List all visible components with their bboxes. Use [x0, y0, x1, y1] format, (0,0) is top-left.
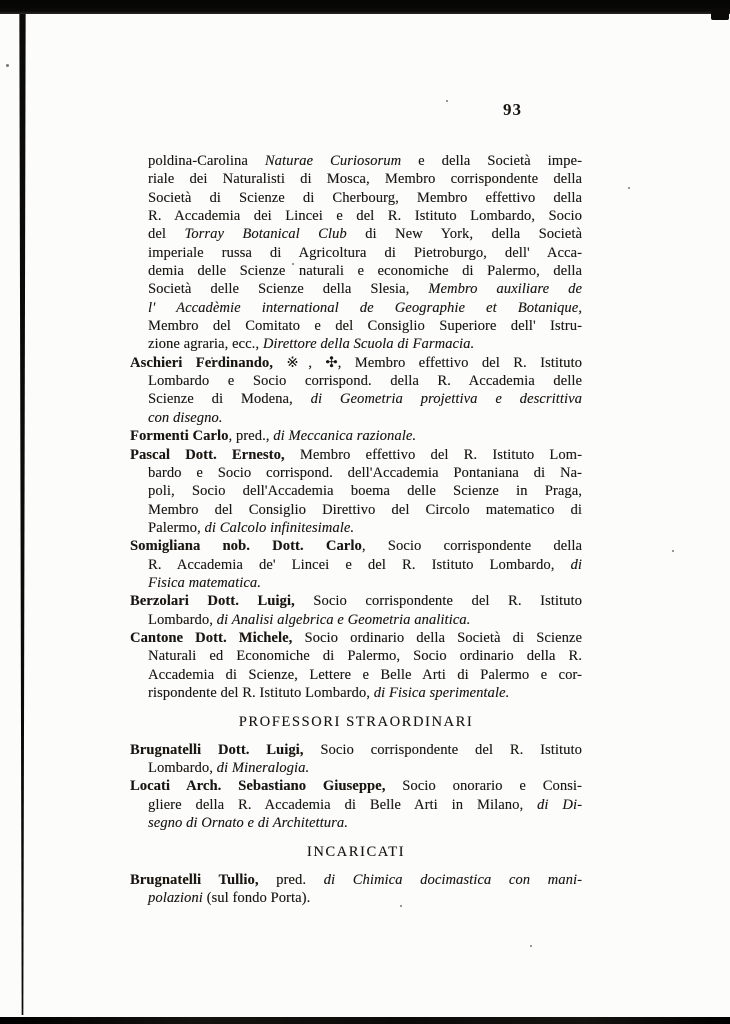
- text-run: l' Accadèmie international de Geographie et Botanique,: [148, 299, 582, 316]
- text-run: Aschieri Ferdinando,: [130, 354, 273, 371]
- text-run: polazioni: [148, 890, 203, 907]
- text-run: Naturali ed Economiche di Palermo, Socio ordinario della R.: [148, 648, 582, 665]
- text-line: [130, 519, 582, 537]
- entry-somigliana-carlo: [130, 537, 582, 592]
- text-run: Cantone Dott. Michele,: [130, 629, 293, 646]
- text-line: [130, 244, 582, 262]
- text-run: Socio corrispondente del R. Istituto: [294, 593, 582, 610]
- text-line: [130, 647, 582, 665]
- heading-professori-straordinari: PROFESSORI STRAORDINARI: [238, 714, 474, 731]
- text-run: Pascal Dott. Ernesto,: [130, 446, 285, 463]
- text-run: di Chimica docimastica con mani-: [323, 871, 583, 888]
- text-line: [130, 796, 582, 814]
- text-line: [130, 335, 582, 353]
- scan-edge-top: [0, 0, 730, 14]
- text-line: [130, 629, 582, 647]
- text-run: Socio onorario e Consi-: [385, 778, 582, 795]
- text-run: poli, Socio dell'Accademia boema delle Scienze in Praga,: [148, 483, 582, 500]
- entry-locati-sebastiano-giuseppe: [130, 777, 582, 832]
- text-run: Brugnatelli Tullio,: [130, 871, 259, 888]
- text-run: di Geometria projettiva e descrittiva: [310, 391, 582, 408]
- text-run: Lombardo,: [148, 611, 217, 628]
- text-run: gliere della R. Accademia di Belle Arti in Milano,: [148, 796, 538, 813]
- text-run: Lombardo e Socio corrispond. della R. Accademia delle: [148, 373, 582, 390]
- text-run: R. Accademia de' Lincei e del R. Istituto Lombardo,: [148, 556, 571, 573]
- text-run: Fisica matematica.: [148, 574, 261, 591]
- scan-speck: [6, 64, 9, 67]
- entry-continuation-previous-page: [130, 152, 582, 354]
- entry-brugnatelli-luigi: [130, 741, 582, 778]
- text-run: rispondente del R. Istituto Lombardo,: [148, 684, 374, 701]
- text-line: [130, 225, 582, 243]
- scan-speck: [446, 100, 448, 102]
- text-line: [130, 871, 582, 889]
- text-line: [130, 684, 582, 702]
- text-run: riale dei Naturalisti di Mosca, Membro corrispondente della: [148, 171, 582, 188]
- text-run: di Analisi algebrica e Geometria analitica.: [216, 611, 471, 628]
- text-run: Membro del Comitato e del Consiglio Superiore dell' Istru-: [148, 318, 582, 335]
- scan-corner-blob: [711, 9, 729, 20]
- text-run: Società di Scienze di Cherbourg, Membro effettivo della: [148, 189, 582, 206]
- text-line: [130, 409, 582, 427]
- text-run: , pred.,: [228, 428, 274, 445]
- text-run: Berzolari Dott. Luigi,: [130, 593, 295, 610]
- text-line: [130, 574, 582, 592]
- text-run: di Calcolo infinitesimale.: [204, 519, 355, 536]
- text-line: [130, 280, 582, 298]
- text-run: Socio ordinario della Società di Scienze: [292, 629, 582, 646]
- text-run: e della Società impe-: [401, 153, 582, 169]
- heading-incaricati: INCARICATI: [306, 844, 406, 861]
- text-line: [130, 501, 582, 519]
- scan-speck: [530, 945, 532, 947]
- text-run: Locati Arch. Sebastiano Giuseppe,: [130, 778, 386, 795]
- text-line: [130, 152, 582, 170]
- text-run: ※, ✣, Membro effettivo del R. Istituto: [272, 354, 582, 371]
- text-line: [130, 317, 582, 335]
- text-run: (sul fondo Porta).: [202, 890, 311, 907]
- text-run: Lombardo,: [148, 760, 217, 776]
- text-line: [130, 537, 582, 555]
- text-run: con disegno.: [148, 409, 223, 426]
- text-line: [130, 207, 582, 225]
- text-run: Membro del Consiglio Direttivo del Circolo matematico di: [148, 501, 582, 518]
- text-run: di New York, della Società: [346, 226, 582, 243]
- text-run: Formenti Carlo: [130, 428, 229, 445]
- text-line: [130, 592, 582, 610]
- scan-speck: [628, 187, 630, 189]
- scan-edge-bottom: [0, 1017, 730, 1024]
- text-line: [130, 262, 582, 280]
- text-run: di Di-: [537, 796, 582, 813]
- text-line: [130, 777, 582, 795]
- scan-binding-fold-line: [19, 14, 26, 1015]
- text-run: Membro effettivo del R. Istituto Lom-: [284, 446, 582, 463]
- page-number: 93: [503, 100, 522, 119]
- text-line: [130, 759, 582, 777]
- text-run: bardo e Socio corrispond. dell'Accademia Pontaniana di Na-: [148, 464, 582, 481]
- text-line: [130, 741, 582, 759]
- text-run: Naturae Curiosorum: [264, 153, 402, 169]
- text-run: demia delle Scienze naturali e economiche di Palermo, della: [148, 263, 582, 280]
- text-line: [130, 372, 582, 390]
- text-line: [130, 299, 582, 317]
- text-run: zione agraria, ecc.,: [148, 336, 263, 353]
- text-run: Accademia di Scienze, Lettere e Belle Arti di Palermo e cor-: [148, 666, 582, 683]
- text-run: Brugnatelli Dott. Luigi,: [130, 741, 304, 758]
- page-text: [130, 152, 582, 907]
- text-run: imperiale russa di Agricoltura di Pietroburgo, dell' Acca-: [148, 244, 582, 261]
- text-run: R. Accademia dei Lincei e del R. Istituto Lombardo, Socio: [148, 208, 582, 225]
- text-line: [130, 446, 582, 464]
- text-run: di: [570, 556, 582, 573]
- entry-formenti-carlo: [130, 427, 582, 445]
- text-run: Società delle Scienze della Slesia,: [148, 281, 429, 298]
- entry-aschieri-ferdinando: [130, 354, 582, 427]
- entry-brugnatelli-tullio: [130, 871, 582, 908]
- text-run: segno di Ornato e di Architettura.: [148, 815, 348, 832]
- text-run: pred.: [258, 871, 324, 888]
- entry-berzolari-luigi: [130, 592, 582, 629]
- text-run: Membro auxiliare de: [428, 281, 582, 298]
- text-line: [130, 170, 582, 188]
- text-run: Socio corrispondente del R. Istituto: [303, 741, 582, 758]
- text-run: Scienze di Modena,: [148, 391, 311, 408]
- text-line: [130, 189, 582, 207]
- text-line: [130, 427, 582, 445]
- text-line: [130, 482, 582, 500]
- text-run: del: [148, 226, 185, 243]
- text-line: [130, 611, 582, 629]
- text-run: , Socio corrispondente della: [361, 538, 583, 555]
- text-run: Torray Botanical Club: [184, 226, 347, 243]
- text-run: poldina-Carolina: [148, 153, 265, 169]
- text-run: di Fisica sperimentale.: [373, 684, 510, 701]
- scan-speck: [672, 550, 674, 552]
- text-line: [130, 464, 582, 482]
- text-run: Direttore della Scuola di Farmacia.: [262, 336, 475, 353]
- text-run: di Mineralogia.: [216, 760, 310, 776]
- text-line: [130, 390, 582, 408]
- entry-cantone-michele: [130, 629, 582, 702]
- text-line: [130, 354, 582, 372]
- text-line: [130, 556, 582, 574]
- text-line: [130, 666, 582, 684]
- text-line: [130, 889, 582, 907]
- entry-pascal-ernesto: [130, 446, 582, 538]
- text-run: di Meccanica razionale.: [273, 428, 417, 445]
- text-run: Somigliana nob. Dott. Carlo: [130, 538, 362, 555]
- text-run: Palermo,: [148, 519, 205, 536]
- text-line: [130, 814, 582, 832]
